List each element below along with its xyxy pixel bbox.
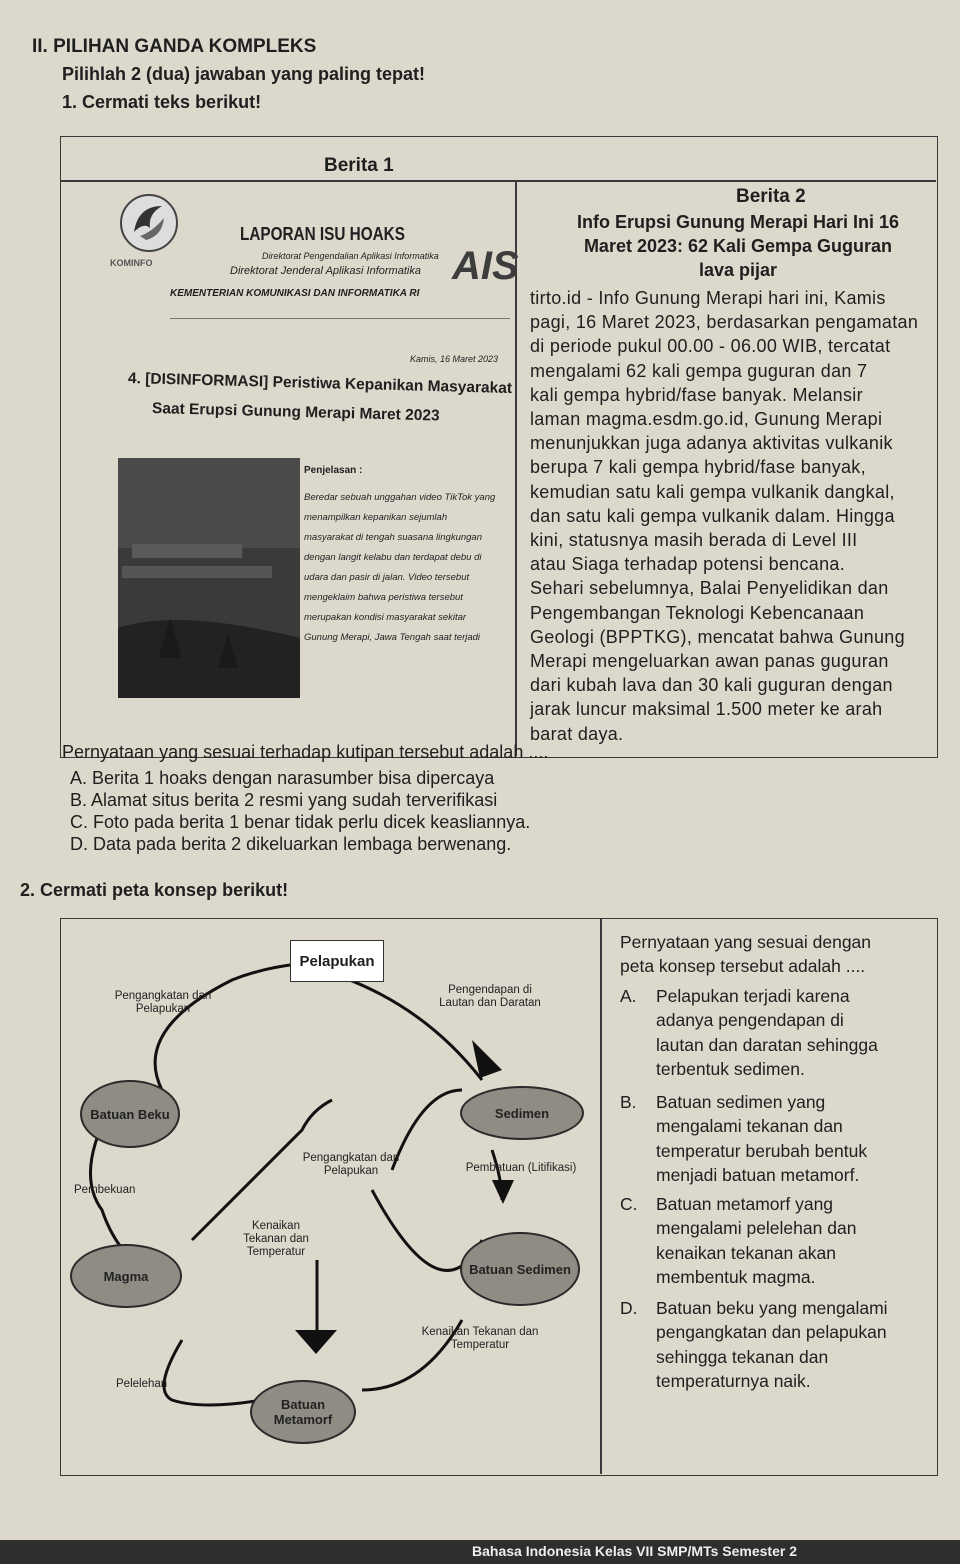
- option-line: adanya pengendapan di: [656, 1010, 844, 1031]
- penjelasan-line: Beredar sebuah unggahan video TikTok yang: [304, 492, 496, 503]
- label-pengangkatan-1: Pengangkatan dan Pelapukan: [114, 990, 212, 1015]
- berita2-line: menunjukkan juga adanya aktivitas vulkanik: [530, 433, 893, 454]
- q1-question: Pernyataan yang sesuai terhadap kutipan tersebut adalah ....: [62, 742, 549, 762]
- penjelasan-text: [304, 488, 512, 648]
- berita2-line: jarak luncur maksimal 1.500 meter ke arah: [530, 699, 883, 720]
- report-date: Kamis, 16 Maret 2023: [410, 354, 499, 364]
- label-pengendapan: Pengendapan di Lautan dan Daratan: [439, 984, 541, 1009]
- label-kenaikan-2: Kenaikan Tekanan dan Temperatur: [421, 1326, 539, 1351]
- option-letter: B.: [620, 1092, 637, 1112]
- option-line: pengangkatan dan pelapukan: [656, 1322, 887, 1343]
- label-pelelehan: Pelelehan: [116, 1378, 168, 1390]
- report-title: LAPORAN ISU HOAKS: [240, 224, 405, 244]
- penjelasan-line: masyarakat di tengah suasana lingkungan: [304, 532, 482, 543]
- node-batuan-beku: Batuan Beku: [80, 1080, 180, 1148]
- berita2-line: Merapi mengeluarkan awan panas guguran: [530, 651, 889, 672]
- berita2-line: atau Siaga terhadap potensi bencana.: [530, 554, 846, 575]
- berita2-line: berupa 7 kali gempa hybrid/fase banyak,: [530, 457, 866, 478]
- q1-options: [70, 768, 530, 856]
- berita2-title: Berita 2: [736, 186, 806, 207]
- option-line: Pelapukan terjadi karena: [656, 986, 850, 1006]
- berita2-line: kali gempa hybrid/fase banyak. Melansir: [530, 384, 863, 405]
- berita2-line: dari kubah lava dan 30 kali guguran dengan: [530, 675, 893, 696]
- option-line: temperatur berubah bentuk: [656, 1140, 868, 1161]
- report-sub3: KEMENTERIAN KOMUNIKASI DAN INFORMATIKA RI: [170, 288, 420, 299]
- kominfo-logo: [118, 192, 180, 254]
- label-pengangkatan-2: Pengangkatan dan Pelapukan: [302, 1152, 400, 1177]
- berita2-line: kini, statusnya masih berada di Level III: [530, 530, 858, 551]
- penjelasan-line: dengan langit kelabu dan terdapat debu di: [304, 552, 482, 563]
- option-text: Foto pada berita 1 benar tidak perlu dicek keasliannya.: [93, 812, 531, 832]
- label-pembekuan: Pembekuan: [74, 1184, 136, 1196]
- berita2-line: pagi, 16 Maret 2023, berdasarkan pengamatan: [530, 312, 919, 333]
- penjelasan-line: merupakan kondisi masyarakat sekitar: [304, 612, 467, 623]
- option-letter: A.: [70, 768, 88, 788]
- berita1-headline-1: 4. [DISINFORMASI] Peristiwa Kepanikan Masyarakat: [127, 370, 513, 398]
- berita2-line: barat daya.: [530, 723, 624, 744]
- node-batuan-sedimen: Batuan Sedimen: [460, 1232, 580, 1306]
- option-letter: D.: [620, 1298, 638, 1318]
- q1-option-b[interactable]: [70, 790, 530, 812]
- berita2-headline-line: Info Erupsi Gunung Merapi Hari Ini 16: [576, 212, 900, 232]
- q1-option-c[interactable]: [70, 812, 530, 834]
- option-line: menjadi batuan metamorf.: [656, 1164, 860, 1185]
- q2-question-line: Pernyataan yang sesuai dengan: [620, 932, 872, 952]
- berita1-headline-2: Saat Erupsi Gunung Merapi Maret 2023: [151, 400, 440, 425]
- q2-divider: [600, 918, 602, 1474]
- berita2-line: Pengembangan Teknologi Kebencanaan: [530, 602, 865, 623]
- option-line: sehingga tekanan dan: [656, 1346, 829, 1367]
- berita2-line: dan satu kali gempa vulkanik dalam. Hingga: [530, 505, 895, 526]
- berita2-line: Geologi (BPPTKG), mencatat bahwa Gunung: [530, 626, 905, 647]
- q2-question-line: peta konsep tersebut adalah ....: [620, 956, 866, 977]
- section-instruction: Pilihlah 2 (dua) jawaban yang paling tepat!: [62, 64, 426, 84]
- option-line: temperaturnya naik.: [656, 1370, 811, 1391]
- report-sub1: Direktorat Pengendalian Aplikasi Informatika: [262, 251, 439, 261]
- berita2-line: tirto.id - Info Gunung Merapi hari ini, Kamis: [530, 288, 886, 308]
- kominfo-logo-text: KOMINFO: [110, 258, 153, 268]
- option-letter: B.: [70, 790, 88, 810]
- berita2-headline: [548, 210, 928, 282]
- berita2-headline-line: lava pijar: [698, 260, 778, 280]
- penjelasan-line: menampilkan kepanikan sejumlah: [304, 512, 448, 523]
- berita2-line: kemudian satu kali gempa vulkanik dangkal,: [530, 481, 895, 502]
- label-kenaikan-1: Kenaikan Tekanan dan Temperatur: [243, 1220, 309, 1258]
- news-header-line: [60, 180, 936, 182]
- berita2-line: mengalami 62 kali gempa guguran dan 7: [530, 360, 868, 381]
- berita2-line: di periode pukul 00.00 - 06.00 WIB, tercatat: [530, 336, 891, 357]
- penjelasan-line: Gunung Merapi, Jawa Tengah saat terjadi: [304, 632, 481, 643]
- q1-prompt: 1. Cermati teks berikut!: [62, 92, 262, 112]
- berita1-photo: [118, 458, 300, 698]
- option-letter: D.: [70, 834, 88, 854]
- q1-option-a[interactable]: [70, 768, 530, 790]
- penjelasan-label: Penjelasan :: [304, 465, 363, 476]
- option-text: Alamat situs berita 2 resmi yang sudah terverifikasi: [91, 790, 498, 810]
- q2-option-a[interactable]: [620, 984, 932, 1081]
- berita2-line: Sehari sebelumnya, Balai Penyelidikan dan: [530, 578, 889, 599]
- option-letter: C.: [620, 1194, 638, 1214]
- option-text: Berita 1 hoaks dengan narasumber bisa dipercaya: [92, 768, 495, 788]
- berita2-body: [530, 286, 932, 746]
- ais-logo: AIS: [452, 244, 519, 288]
- option-letter: A.: [620, 986, 637, 1006]
- option-line: lautan dan daratan sehingga: [656, 1034, 878, 1055]
- node-magma: Magma: [70, 1244, 182, 1308]
- option-line: terbentuk sedimen.: [656, 1058, 805, 1079]
- report-sub2: Direktorat Jenderal Aplikasi Informatika: [230, 265, 421, 277]
- label-pembatuan: Pembatuan (Litifikasi): [465, 1162, 577, 1174]
- q2-prompt: 2. Cermati peta konsep berikut!: [20, 880, 289, 900]
- option-text: Data pada berita 2 dikeluarkan lembaga berwenang.: [93, 834, 512, 854]
- berita2-line: laman magma.esdm.go.id, Gunung Merapi: [530, 409, 883, 430]
- node-pelapukan: Pelapukan: [290, 940, 384, 982]
- option-line: mengalami tekanan dan: [656, 1116, 843, 1137]
- penjelasan-line: udara dan pasir di jalan. Video tersebut: [304, 572, 470, 583]
- option-line: mengalami pelelehan dan: [656, 1218, 857, 1239]
- q2-question: [620, 930, 932, 979]
- option-line: Batuan sedimen yang: [656, 1092, 826, 1112]
- q2-option-c[interactable]: [620, 1192, 932, 1289]
- footer-text: Bahasa Indonesia Kelas VII SMP/MTs Semester 2: [472, 1543, 797, 1559]
- berita2-headline-line: Maret 2023: 62 Kali Gempa Guguran: [583, 236, 893, 256]
- option-line: membentuk magma.: [656, 1266, 816, 1287]
- q2-option-b[interactable]: [620, 1090, 932, 1187]
- option-line: kenaikan tekanan akan: [656, 1242, 836, 1263]
- q1-option-d[interactable]: [70, 834, 530, 856]
- penjelasan-line: mengeklaim bahwa peristiwa tersebut: [304, 592, 463, 603]
- option-letter: C.: [70, 812, 88, 832]
- q2-option-d[interactable]: [620, 1296, 932, 1393]
- node-batuan-metamorf: Batuan Metamorf: [250, 1380, 356, 1444]
- option-line: Batuan metamorf yang: [656, 1194, 834, 1214]
- report-rule: [170, 318, 510, 319]
- section-title: II. PILIHAN GANDA KOMPLEKS: [32, 36, 317, 57]
- option-line: Batuan beku yang mengalami: [656, 1298, 888, 1318]
- node-sedimen: Sedimen: [460, 1086, 584, 1140]
- berita1-title: Berita 1: [324, 155, 394, 176]
